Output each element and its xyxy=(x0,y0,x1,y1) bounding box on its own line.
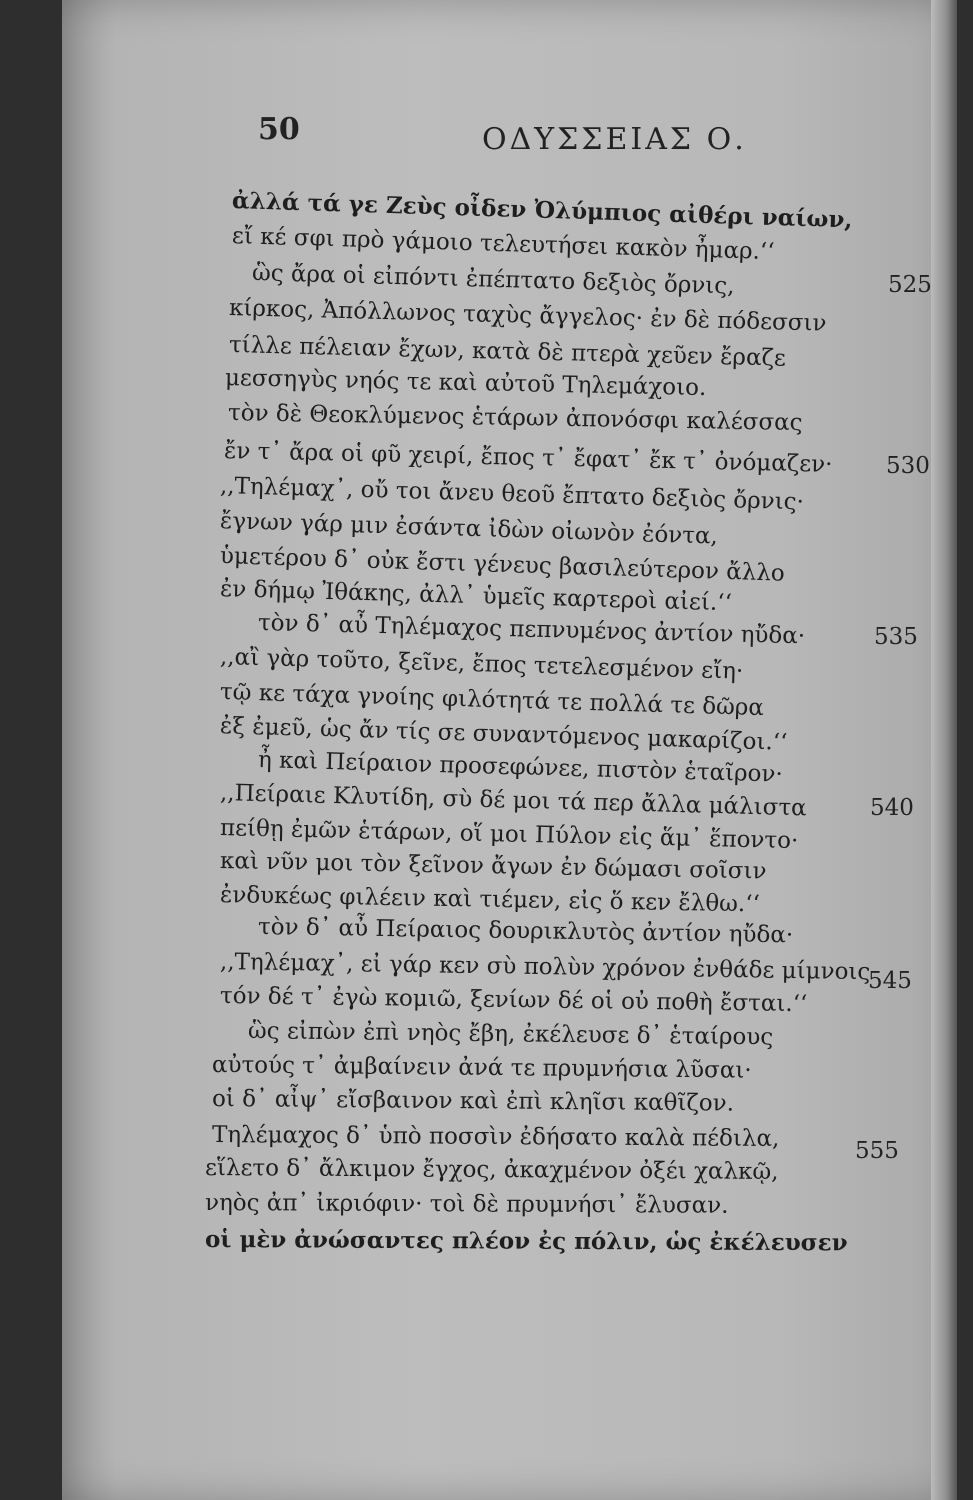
verse-line: οἱ δ᾽ αἶψ᾽ εἴσβαινον καὶ ἐπὶ κληῖσι καθῖζον. xyxy=(211,1086,735,1117)
verse-line: αὐτούς τ᾽ ἀμβαίνειν ἀνά τε πρυμνήσια λῦσαι· xyxy=(211,1052,752,1084)
verse-line: ἐνδυκέως φιλέειν καὶ τιέμεν, εἰς ὅ κεν ἔλθω.‘‘ xyxy=(219,882,761,918)
verse-line: ,,Πείραιε Κλυτίδη, σὺ δέ μοι τά περ ἄλλα μάλιστα xyxy=(219,780,807,822)
verse-line: ἔγνων γάρ μιν ἐσάντα ἰδὼν οἰωνὸν ἐόντα, xyxy=(219,508,719,550)
line-number: 535 xyxy=(874,624,918,650)
line-number: 540 xyxy=(870,795,914,821)
verse-line: ,,Τηλέμαχ᾽, οὔ τοι ἄνευ θεοῦ ἔπτατο δεξιὸς ὄρνις· xyxy=(219,473,805,516)
verse-line: ἦ καὶ Πείραιον προσεφώνεε, πιστὸν ἑταῖρον· xyxy=(257,747,784,788)
verse-line: κίρκος, Ἀπόλλωνος ταχὺς ἄγγελος· ἐν δὲ πόδεσσιν xyxy=(228,295,827,337)
verse-line: τὸν δ᾽ αὖ Τηλέμαχος πεπνυμένος ἀντίον ηὔδα· xyxy=(257,610,806,650)
verse-line: ὣς εἰπὼν ἐπὶ νηὸς ἔβη, ἐκέλευσε δ᾽ ἑταίρους xyxy=(247,1018,774,1051)
verse-line: νηὸς ἀπ᾽ ἰκριόφιν· τοὶ δὲ πρυμνήσι᾽ ἔλυσαν. xyxy=(204,1190,729,1219)
verse-line: Τηλέμαχος δ᾽ ὑπὸ ποσσὶν ἐδήσατο καλὰ πέδιλα, xyxy=(211,1122,780,1152)
page-title: ΟΔΥΣΣΕΙΑΣ Ο. xyxy=(482,122,747,157)
verse-line: ἀλλά τά γε Ζεὺς οἶδεν Ὀλύμπιος αἰθέρι ναίων, xyxy=(231,187,853,234)
verse-line: ἐξ ἐμεῦ, ὡς ἄν τίς σε συναντόμενος μακαρίζοι.‘‘ xyxy=(219,713,788,756)
line-number: 555 xyxy=(855,1138,899,1164)
verse-line: ὑμετέρου δ᾽ οὐκ ἔστι γένευς βασιλεύτερον ἄλλο xyxy=(219,543,786,587)
line-number: 545 xyxy=(868,968,912,994)
verse-line: οἱ μὲν ἀνώσαντες πλέον ἐς πόλιν, ὡς ἐκέλευσεν xyxy=(204,1226,848,1257)
verse-line: ἐν δήμῳ Ἰθάκης, ἀλλ᾽ ὑμεῖς καρτεροὶ αἰεί.‘‘ xyxy=(219,576,733,617)
line-number: 525 xyxy=(888,272,932,298)
verse-line: ὣς ἄρα οἱ εἰπόντι ἐπέπτατο δεξιὸς ὄρνις, xyxy=(251,260,735,300)
verse-line: τίλλε πέλειαν ἔχων, κατὰ δὲ πτερὰ χεῦεν ἔραζε xyxy=(228,332,787,372)
verse-line: εἴ κέ σφι πρὸ γάμοιο τελευτήσει κακὸν ἦμαρ.‘‘ xyxy=(231,223,775,266)
line-number: 530 xyxy=(886,453,930,479)
verse-line: τῷ κε τάχα γνοίης φιλότητά τε πολλά τε δῶρα xyxy=(219,679,765,722)
verse-line: πείθῃ ἐμῶν ἑτάρων, οἵ μοι Πύλον εἰς ἅμ᾽ ἕποντο· xyxy=(219,815,799,855)
verse-line: ἔν τ᾽ ἄρα οἱ φῦ χειρί, ἔπος τ᾽ ἔφατ᾽ ἔκ τ᾽ ὀνόμαζεν· xyxy=(223,438,833,478)
verse-line: μεσσηγὺς νηός τε καὶ αὐτοῦ Τηλεμάχοιο. xyxy=(224,365,707,402)
verse-line: καὶ νῦν μοι τὸν ξεῖνον ἄγων ἐν δώμασι σοῖσιν xyxy=(219,848,767,885)
verse-line: εἵλετο δ᾽ ἄλκιμον ἔγχος, ἀκαχμένον ὀξέι χαλκῷ, xyxy=(204,1155,779,1186)
verse-line: ,,Τηλέμαχ᾽, εἰ γάρ κεν σὺ πολὺν χρόνον ἐνθάδε μίμνοις xyxy=(219,949,871,986)
verse-line: τὸν δὲ Θεοκλύμενος ἑτάρων ἀπονόσφι καλέσσας xyxy=(227,400,803,437)
page-number: 50 xyxy=(258,112,300,147)
verse-line: τόν δέ τ᾽ ἐγὼ κομιῶ, ξενίων δέ οἱ οὐ ποθὴ ἔσται.‘‘ xyxy=(219,983,808,1018)
verse-line: ,,αἲ γὰρ τοῦτο, ξεῖνε, ἔπος τετελεσμένον εἴη· xyxy=(219,644,744,685)
verse-line: τὸν δ᾽ αὖ Πείραιος δουρικλυτὸς ἀντίον ηὔδα· xyxy=(257,914,794,949)
